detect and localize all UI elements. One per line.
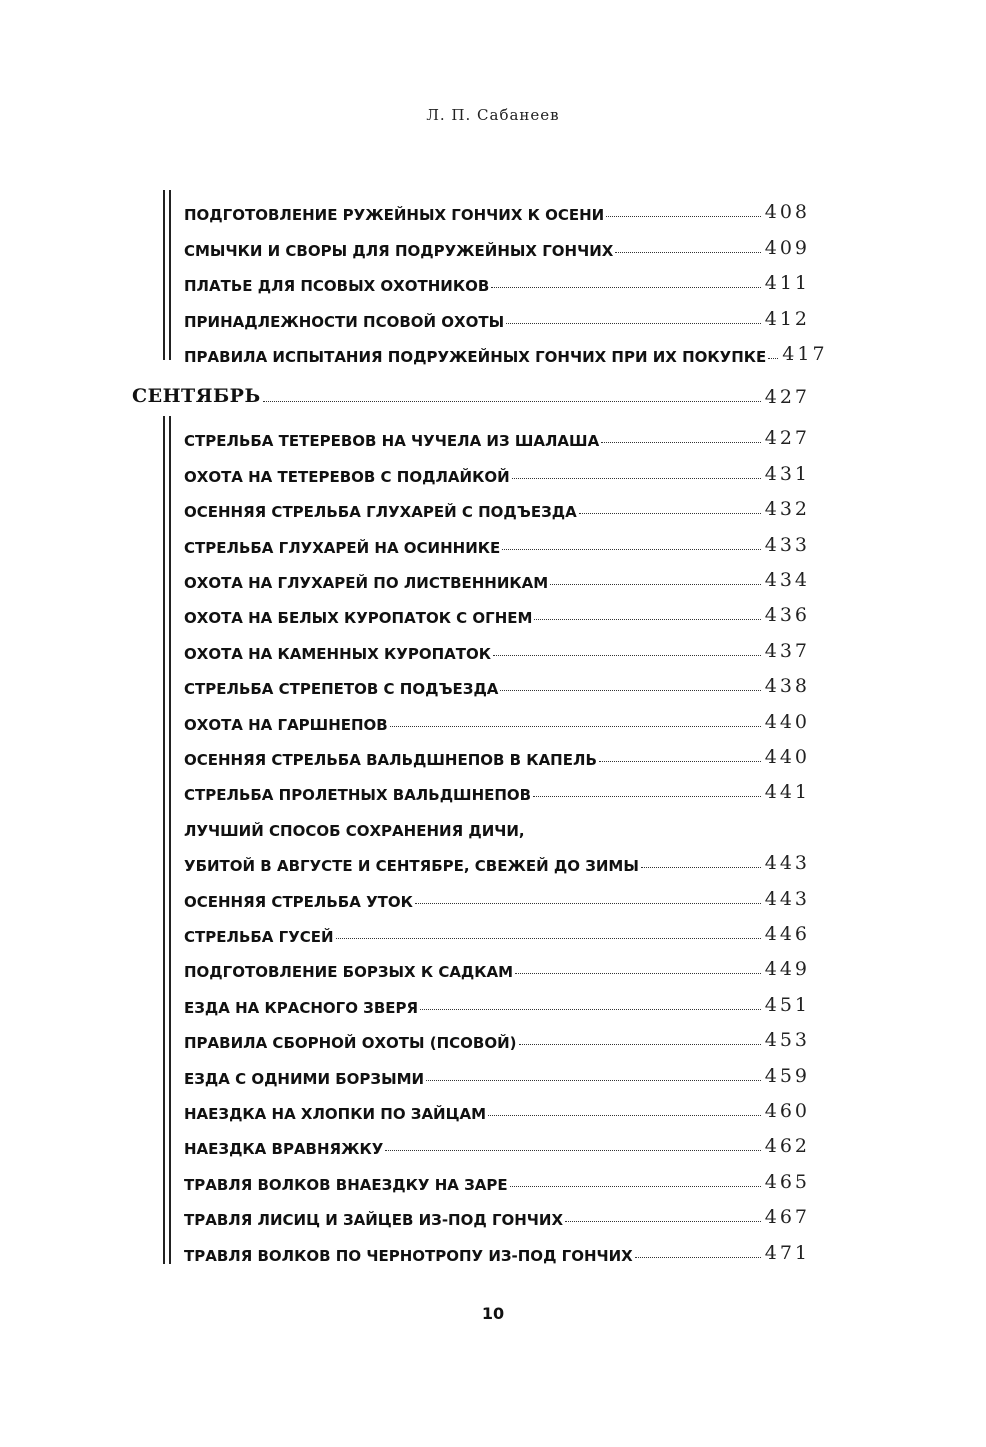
toc-entry-title: ПОДГОТОВЛЕНИЕ БОРЗЫХ К САДКАМ: [184, 963, 514, 982]
toc-entry-page: 433: [764, 533, 810, 556]
leader-dots: [512, 478, 761, 479]
leader-dots: [599, 761, 761, 762]
toc-entry-page: 453: [764, 1029, 810, 1052]
leader-dots: [615, 252, 760, 253]
margin-rule-outer: [163, 190, 165, 360]
toc-entry-title: НАЕЗДКА ВРАВНЯЖКУ: [184, 1140, 384, 1159]
section-entry-september: [132, 380, 810, 410]
toc-entry-page: 440: [764, 745, 810, 768]
toc-entry-page: 465: [764, 1170, 810, 1193]
toc-entry-title: ЛУЧШИЙ СПОСОБ СОХРАНЕНИЯ ДИЧИ,: [184, 821, 525, 840]
toc-entry-page: 460: [764, 1099, 810, 1122]
toc-entry: [184, 261, 810, 296]
leader-dots: [263, 401, 761, 402]
toc-entry-page: 412: [764, 307, 810, 330]
toc-entry: [184, 1195, 810, 1230]
toc-entry: [184, 699, 810, 734]
toc-entry-title: ТРАВЛЯ ЛИСИЦ И ЗАЙЦЕВ ИЗ-ПОД ГОНЧИХ: [184, 1211, 564, 1230]
toc-entry-page: 440: [764, 710, 810, 733]
toc-entry-page: 417: [782, 342, 828, 365]
toc-entry-page: 409: [764, 236, 810, 259]
toc-entry: [184, 770, 810, 805]
toc-entry-title: ЕЗДА С ОДНИМИ БОРЗЫМИ: [184, 1069, 425, 1088]
toc-entry: [184, 841, 810, 876]
toc-entry-title: ПЛАТЬЕ ДЛЯ ПСОВЫХ ОХОТНИКОВ: [184, 277, 490, 296]
toc-entry: [184, 1230, 810, 1265]
toc-entry: [184, 982, 810, 1017]
toc-entry-page: 451: [764, 993, 810, 1016]
leader-dots: [415, 903, 761, 904]
leader-dots: [502, 549, 760, 550]
leader-dots: [336, 938, 761, 939]
leader-dots: [635, 1257, 761, 1258]
toc-entry-title: ПРАВИЛА ИСПЫТАНИЯ ПОДРУЖЕЙНЫХ ГОНЧИХ ПРИ ИХ ПОКУПКЕ: [184, 347, 767, 366]
toc-entry-page: 462: [764, 1135, 810, 1158]
leader-dots: [565, 1221, 761, 1222]
leader-dots: [385, 1150, 760, 1151]
toc-entry-title: НАЕЗДКА НА ХЛОПКИ ПО ЗАЙЦАМ: [184, 1104, 487, 1123]
page-number: 10: [481, 1304, 505, 1323]
toc-entry-page: 438: [764, 675, 810, 698]
toc-entry-page: 446: [764, 922, 810, 945]
leader-dots: [488, 1115, 761, 1116]
margin-rule-outer: [163, 416, 165, 1264]
toc-entry: [184, 522, 810, 557]
toc-entry-page: 449: [764, 958, 810, 981]
toc-entry-title: ОХОТА НА ГАРШНЕПОВ: [184, 715, 388, 734]
section-title: СЕНТЯБРЬ: [132, 385, 261, 407]
toc-entry-page: 443: [764, 852, 810, 875]
leader-dots: [426, 1080, 761, 1081]
leader-dots: [491, 287, 760, 288]
toc-entry: [184, 487, 810, 522]
leader-dots: [579, 513, 761, 514]
toc-entry: [184, 296, 810, 331]
toc-entry: [184, 190, 810, 225]
leader-dots: [500, 690, 760, 691]
running-head: Л. П. Сабанеев: [426, 106, 560, 124]
leader-dots: [606, 216, 761, 217]
toc-entry-page: 443: [764, 887, 810, 910]
toc-entry: [184, 593, 810, 628]
toc-entry-title: УБИТОЙ В АВГУСТЕ И СЕНТЯБРЕ, СВЕЖЕЙ ДО ЗИМЫ: [184, 857, 639, 876]
toc-entry-title: ОСЕННЯЯ СТРЕЛЬБА ГЛУХАРЕЙ С ПОДЪЕЗДА: [184, 503, 577, 522]
toc-entry-title: ПРАВИЛА СБОРНОЙ ОХОТЫ (ПСОВОЙ): [184, 1034, 517, 1053]
toc-block-2: [160, 416, 810, 1264]
toc-entry-page: 427: [764, 427, 810, 450]
toc-entry-page: 467: [764, 1206, 810, 1229]
toc-entry-title: ОХОТА НА ГЛУХАРЕЙ ПО ЛИСТВЕННИКАМ: [184, 573, 549, 592]
toc-entry-title: ОХОТА НА ТЕТЕРЕВОВ С ПОДЛАЙКОЙ: [184, 467, 510, 486]
toc-entry: [184, 735, 810, 770]
leader-dots: [515, 973, 761, 974]
toc-entry: [184, 947, 810, 982]
leader-dots: [390, 726, 761, 727]
toc-entry: [184, 912, 810, 947]
toc-entry: [184, 628, 810, 663]
leader-dots: [550, 584, 761, 585]
toc-entry-title: ПРИНАДЛЕЖНОСТИ ПСОВОЙ ОХОТЫ: [184, 312, 505, 331]
leader-dots: [519, 1044, 761, 1045]
toc-entry-page: 431: [764, 462, 810, 485]
toc-entry: [184, 664, 810, 699]
toc-entry-title: СТРЕЛЬБА СТРЕПЕТОВ С ПОДЪЕЗДА: [184, 680, 499, 699]
leader-dots: [493, 655, 761, 656]
toc-entry: [184, 332, 828, 367]
toc-entry-title: СТРЕЛЬБА ПРОЛЕТНЫХ ВАЛЬДШНЕПОВ: [184, 786, 532, 805]
toc-entry: [184, 1089, 810, 1124]
toc-entry: [184, 805, 810, 840]
toc-entry: [184, 1018, 810, 1053]
toc-entry-title: ОХОТА НА БЕЛЫХ КУРОПАТОК С ОГНЕМ: [184, 609, 533, 628]
leader-dots: [534, 619, 760, 620]
toc-entry-page: 434: [764, 568, 810, 591]
leader-dots: [533, 796, 761, 797]
toc-entry-page: 432: [764, 498, 810, 521]
margin-rule-inner: [169, 190, 171, 360]
toc-entry: [184, 1124, 810, 1159]
leader-dots: [768, 358, 778, 359]
toc-entry-title: СМЫЧКИ И СВОРЫ ДЛЯ ПОДРУЖЕЙНЫХ ГОНЧИХ: [184, 241, 614, 260]
toc-entry-title: ЕЗДА НА КРАСНОГО ЗВЕРЯ: [184, 998, 419, 1017]
toc-entry-page: 436: [764, 604, 810, 627]
toc-entry: [184, 558, 810, 593]
toc-entry: [184, 1159, 810, 1194]
toc-entry: [184, 1053, 810, 1088]
leader-dots: [506, 323, 761, 324]
toc-entry-page: 459: [764, 1064, 810, 1087]
toc-entry: [184, 451, 810, 486]
toc-entry: [184, 416, 810, 451]
leader-dots: [641, 867, 761, 868]
toc-entry: [184, 876, 810, 911]
toc-entry-title: ОСЕННЯЯ СТРЕЛЬБА УТОК: [184, 892, 413, 911]
toc-entry-title: СТРЕЛЬБА ГЛУХАРЕЙ НА ОСИННИКЕ: [184, 538, 501, 557]
toc-entry-title: СТРЕЛЬБА ТЕТЕРЕВОВ НА ЧУЧЕЛА ИЗ ШАЛАША: [184, 432, 600, 451]
toc-entry-title: ТРАВЛЯ ВОЛКОВ ПО ЧЕРНОТРОПУ ИЗ-ПОД ГОНЧИХ: [184, 1246, 633, 1265]
toc-entry-page: 437: [764, 639, 810, 662]
toc-entry-title: ОХОТА НА КАМЕННЫХ КУРОПАТОК: [184, 644, 491, 663]
toc-entry-title: ТРАВЛЯ ВОЛКОВ ВНАЕЗДКУ НА ЗАРЕ: [184, 1175, 508, 1194]
toc-entry: [184, 225, 810, 260]
toc-entry-page: 441: [764, 781, 810, 804]
leader-dots: [510, 1186, 761, 1187]
toc-entry-page: 411: [764, 272, 810, 295]
toc-entry-title: ОСЕННЯЯ СТРЕЛЬБА ВАЛЬДШНЕПОВ В КАПЕЛЬ: [184, 750, 597, 769]
leader-dots: [601, 442, 761, 443]
toc-entry-title: ПОДГОТОВЛЕНИЕ РУЖЕЙНЫХ ГОНЧИХ К ОСЕНИ: [184, 206, 605, 225]
section-page-number: 427: [764, 386, 810, 408]
margin-rule-inner: [169, 416, 171, 1264]
toc-entry-title: СТРЕЛЬБА ГУСЕЙ: [184, 927, 334, 946]
toc-entry-page: 408: [764, 201, 810, 224]
toc-entry-page: 471: [764, 1241, 810, 1264]
leader-dots: [420, 1009, 761, 1010]
toc-block-1: [160, 190, 828, 366]
